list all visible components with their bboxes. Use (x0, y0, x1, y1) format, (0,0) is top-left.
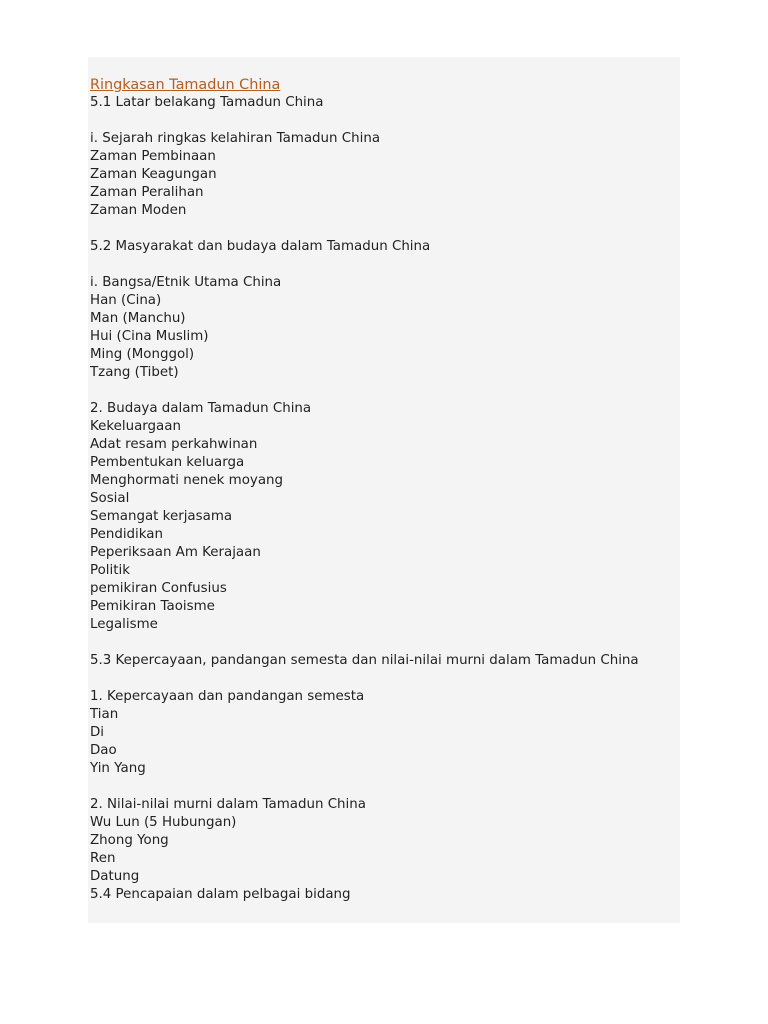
text-line: Politik (90, 563, 130, 578)
text-line: Datung (90, 869, 140, 884)
text-line: Peperiksaan Am Kerajaan (90, 545, 261, 560)
text-line: 2. Budaya dalam Tamadun China (90, 401, 312, 416)
text-line: Kekeluargaan (90, 419, 181, 434)
text-line: Zaman Peralihan (90, 185, 204, 200)
blank-line (90, 670, 680, 688)
text-line: Semangat kerjasama (90, 509, 233, 524)
text-line: 1. Kepercayaan dan pandangan semesta (90, 689, 365, 704)
text-line: Ming (Monggol) (90, 347, 195, 362)
text-line: Zaman Moden (90, 203, 187, 218)
blank-line (90, 256, 680, 274)
text-line: Dao (90, 743, 117, 758)
text-line: Han (Cina) (90, 293, 162, 308)
text-line: pemikiran Confusius (90, 581, 227, 596)
text-line: Hui (Cina Muslim) (90, 329, 209, 344)
text-line: Man (Manchu) (90, 311, 186, 326)
text-line: Adat resam perkahwinan (90, 437, 258, 452)
blank-line (90, 382, 680, 400)
text-line: 2. Nilai-nilai murni dalam Tamadun China (90, 797, 366, 812)
text-line: Tzang (Tibet) (90, 365, 179, 380)
blank-line (90, 778, 680, 796)
text-line: Pembentukan keluarga (90, 455, 245, 470)
text-line: Zhong Yong (90, 833, 169, 848)
text-line: Wu Lun (5 Hubungan) (90, 815, 237, 830)
text-line: Ren (90, 851, 116, 866)
blank-line (90, 112, 680, 130)
text-line: i. Bangsa/Etnik Utama China (90, 275, 282, 290)
title-link[interactable]: Ringkasan Tamadun China (90, 77, 281, 93)
text-line: Zaman Keagungan (90, 167, 217, 182)
text-line: Yin Yang (90, 761, 146, 776)
text-line: i. Sejarah ringkas kelahiran Tamadun China (90, 131, 381, 146)
text-line: Di (90, 725, 105, 740)
blank-line (90, 634, 680, 652)
text-line: Pemikiran Taoisme (90, 599, 215, 614)
text-line: Menghormati nenek moyang (90, 473, 284, 488)
text-line: 5.3 Kepercayaan, pandangan semesta dan nilai-nilai murni dalam Tamadun China (90, 653, 639, 668)
text-body (90, 94, 680, 904)
content-panel (88, 57, 680, 923)
text-line: 5.1 Latar belakang Tamadun China (90, 95, 324, 110)
text-line: 5.4 Pencapaian dalam pelbagai bidang (90, 887, 351, 902)
text-line: Pendidikan (90, 527, 163, 542)
blank-line (90, 220, 680, 238)
text-line: Zaman Pembinaan (90, 149, 216, 164)
text-line: Legalisme (90, 617, 158, 632)
text-line: Sosial (90, 491, 130, 506)
text-line: 5.2 Masyarakat dan budaya dalam Tamadun China (90, 239, 431, 254)
text-line: Tian (90, 707, 119, 722)
